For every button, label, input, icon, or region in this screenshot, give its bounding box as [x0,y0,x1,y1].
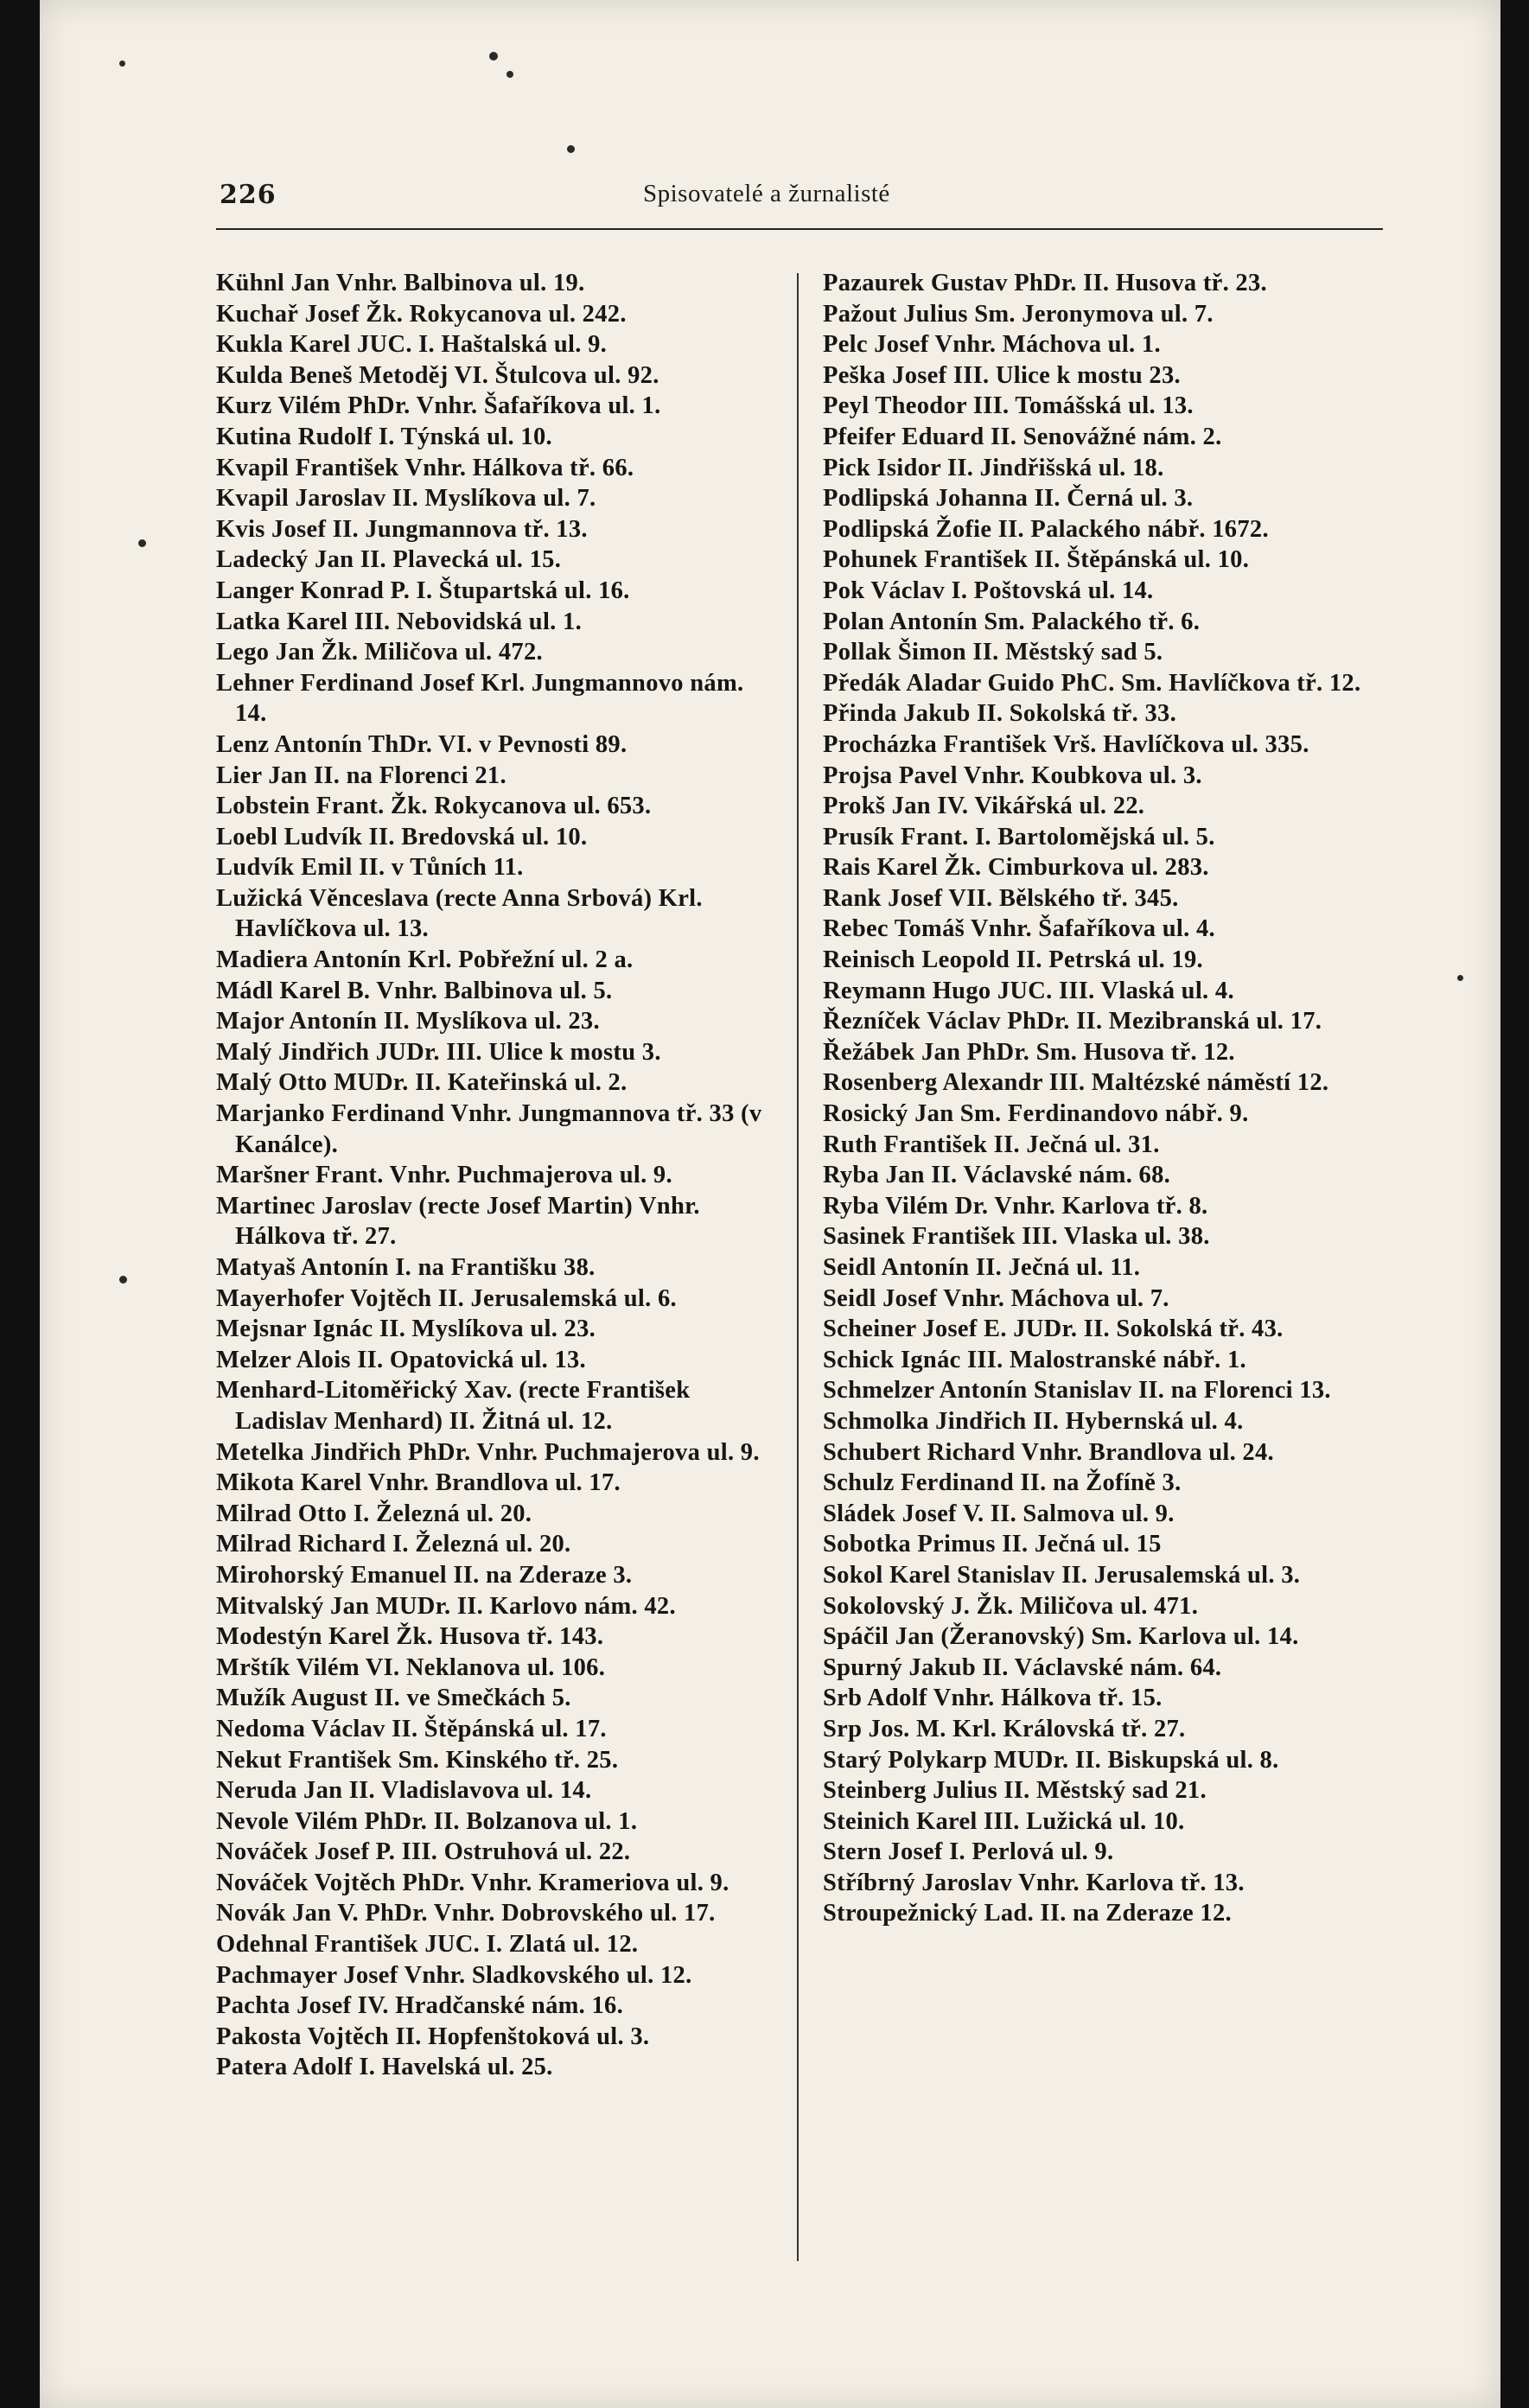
directory-entry: Steinberg Julius II. Městský sad 21. [823,1777,1207,1805]
directory-entry: Malý Jindřich JUDr. III. Ulice k mostu 3. [216,1038,661,1066]
directory-entry: Rosenberg Alexandr III. Maltézské náměstí 12. [823,1069,1329,1097]
directory-entry: Kvis Josef II. Jungmannova tř. 13. [216,515,588,543]
column-divider [797,273,799,2261]
directory-entry: Mádl Karel B. Vnhr. Balbinova ul. 5. [216,977,613,1004]
directory-entry: Sládek Josef V. II. Salmova ul. 9. [823,1500,1175,1527]
directory-entry: Ruth František II. Ječná ul. 31. [823,1131,1160,1158]
directory-entry: Pollak Šimon II. Městský sad 5. [823,639,1163,666]
ink-speck [567,145,575,153]
directory-entry: Mitvalský Jan MUDr. II. Karlovo nám. 42. [216,1592,676,1620]
directory-entry: Menhard-Litoměřický Xav. (recte František Ladislav Menhard) II. Žitná ul. 12. [216,1377,691,1435]
directory-entry: Lego Jan Žk. Miličova ul. 472. [216,639,543,666]
directory-entry: Předák Aladar Guido PhC. Sm. Havlíčkova tř. 12. [823,669,1361,697]
directory-entry: Kuchař Josef Žk. Rokycanova ul. 242. [216,300,627,328]
directory-entry: Rais Karel Žk. Cimburkova ul. 283. [823,854,1209,882]
directory-entry: Pazaurek Gustav PhDr. II. Husova tř. 23. [823,270,1267,296]
directory-entry: Nekut František Sm. Kinského tř. 25. [216,1746,619,1774]
directory-entry: Spáčil Jan (Žeranovský) Sm. Karlova ul. 14. [823,1623,1299,1651]
directory-entry: Kulda Beneš Metoděj VI. Štulcova ul. 92. [216,361,659,389]
directory-entry: Kutina Rudolf I. Týnská ul. 10. [216,423,552,450]
directory-entry: Pachta Josef IV. Hradčanské nám. 16. [216,1992,624,2020]
directory-entry: Metelka Jindřich PhDr. Vnhr. Puchmajerova ul. 9. [216,1438,760,1466]
directory-entry: Sobotka Primus II. Ječná ul. 15 [823,1531,1162,1558]
directory-entry: Lehner Ferdinand Josef Krl. Jungmannovo nám. 14. [216,669,744,728]
directory-entry: Schulz Ferdinand II. na Žofíně 3. [823,1469,1182,1497]
directory-entry: Lenz Antonín ThDr. VI. v Pevnosti 89. [216,730,628,758]
directory-entry: Mejsnar Ignác II. Myslíkova ul. 23. [216,1315,596,1343]
directory-entry: Pakosta Vojtěch II. Hopfenštoková ul. 3. [216,2023,650,2050]
ink-speck [489,52,498,61]
directory-entry: Patera Adolf I. Havelská ul. 25. [216,2054,553,2081]
ink-speck [119,61,125,67]
directory-entry: Stroupežnický Lad. II. na Zderaze 12. [823,1900,1232,1927]
directory-entry: Sasinek František III. Vlaska ul. 38. [823,1223,1210,1251]
directory-entry: Nováček Vojtěch PhDr. Vnhr. Krameriova ul. 9. [216,1869,729,1896]
directory-entry: Řežábek Jan PhDr. Sm. Husova tř. 12. [823,1038,1235,1066]
page-header [220,180,1386,221]
directory-entry: Major Antonín II. Myslíkova ul. 23. [216,1008,600,1035]
ink-speck [119,1276,127,1284]
directory-entry: Podlipská Johanna II. Černá ul. 3. [823,485,1194,513]
directory-entry: Neruda Jan II. Vladislavova ul. 14. [216,1777,592,1805]
directory-entry: Milrad Otto I. Železná ul. 20. [216,1500,532,1527]
directory-entry: Srp Jos. M. Krl. Královská tř. 27. [823,1715,1186,1742]
directory-entry: Loebl Ludvík II. Bredovská ul. 10. [216,823,588,850]
directory-entry: Ryba Jan II. Václavské nám. 68. [823,1162,1171,1189]
directory-entry: Reinisch Leopold II. Petrská ul. 19. [823,946,1203,974]
directory-entry: Mrštík Vilém VI. Neklanova ul. 106. [216,1653,606,1681]
directory-entry: Kurz Vilém PhDr. Vnhr. Šafaříkova ul. 1. [216,392,661,420]
directory-entry: Kühnl Jan Vnhr. Balbinova ul. 19. [216,270,585,296]
directory-entry: Marjanko Ferdinand Vnhr. Jungmannova tř. 33 (v Kanálce). [216,1100,762,1158]
directory-entry: Martinec Jaroslav (recte Josef Martin) Vnhr. Hálkova tř. 27. [216,1192,700,1251]
directory-entry: Sokolovský J. Žk. Miličova ul. 471. [823,1592,1199,1620]
directory-entry: Nevole Vilém PhDr. II. Bolzanova ul. 1. [216,1807,638,1835]
directory-entry: Pick Isidor II. Jindřišská ul. 18. [823,454,1164,481]
left-column [216,268,769,2083]
directory-entry: Kvapil Jaroslav II. Myslíkova ul. 7. [216,485,596,513]
ink-speck [138,539,146,547]
directory-entry: Mužík August II. ve Smečkách 5. [216,1685,571,1712]
directory-entry: Spurný Jakub II. Václavské nám. 64. [823,1653,1222,1681]
directory-entry: Schubert Richard Vnhr. Brandlova ul. 24. [823,1438,1274,1466]
directory-entry: Nedoma Václav II. Štěpánská ul. 17. [216,1715,607,1742]
directory-entry: Prusík Frant. I. Bartolomějská ul. 5. [823,823,1215,850]
directory-entry: Pažout Julius Sm. Jeronymova ul. 7. [823,300,1214,328]
directory-entry: Reymann Hugo JUC. III. Vlaská ul. 4. [823,977,1234,1004]
directory-entry: Projsa Pavel Vnhr. Koubkova ul. 3. [823,761,1202,789]
directory-entry: Přinda Jakub II. Sokolská tř. 33. [823,700,1177,728]
directory-entry: Lobstein Frant. Žk. Rokycanova ul. 653. [216,793,652,820]
directory-entry: Peška Josef III. Ulice k mostu 23. [823,361,1181,389]
directory-entry: Peyl Theodor III. Tomášská ul. 13. [823,392,1194,420]
directory-entry: Rosický Jan Sm. Ferdinandovo nábř. 9. [823,1100,1249,1128]
ink-speck [1457,975,1463,981]
directory-entry: Řezníček Václav PhDr. II. Mezibranská ul. 17. [823,1008,1322,1035]
directory-entry: Procházka František Vrš. Havlíčkova ul. 335. [823,730,1309,758]
directory-entry: Schmolka Jindřich II. Hybernská ul. 4. [823,1407,1244,1435]
directory-entry: Srb Adolf Vnhr. Hálkova tř. 15. [823,1685,1163,1712]
directory-entry: Matyaš Antonín I. na Františku 38. [216,1254,596,1281]
directory-entry: Schmelzer Antonín Stanislav II. na Florenci 13. [823,1377,1331,1405]
directory-entry: Stříbrný Jaroslav Vnhr. Karlova tř. 13. [823,1869,1245,1896]
directory-entry: Seidl Josef Vnhr. Máchova ul. 7. [823,1284,1169,1312]
running-title: Spisovatelé a žurnalisté [643,180,890,207]
directory-entry: Lier Jan II. na Florenci 21. [216,761,506,789]
directory-entry: Ryba Vilém Dr. Vnhr. Karlova tř. 8. [823,1192,1208,1220]
directory-entry: Madiera Antonín Krl. Pobřežní ul. 2 a. [216,946,634,974]
directory-entry: Mirohorský Emanuel II. na Zderaze 3. [216,1561,633,1589]
directory-entry: Pok Václav I. Poštovská ul. 14. [823,577,1154,604]
directory-entry: Odehnal František JUC. I. Zlatá ul. 12. [216,1931,639,1959]
directory-entry: Scheiner Josef E. JUDr. II. Sokolská tř. 43. [823,1315,1284,1343]
directory-entry: Steinich Karel III. Lužická ul. 10. [823,1807,1185,1835]
directory-entry: Stern Josef I. Perlová ul. 9. [823,1838,1114,1866]
directory-entry: Ludvík Emil II. v Tůních 11. [216,854,524,882]
right-column [823,268,1376,1929]
directory-entry: Pohunek František II. Štěpánská ul. 10. [823,546,1250,574]
directory-entry: Sokol Karel Stanislav II. Jerusalemská ul. 3. [823,1561,1301,1589]
directory-entry: Langer Konrad P. I. Štupartská ul. 16. [216,577,630,604]
directory-entry: Melzer Alois II. Opatovická ul. 13. [216,1346,586,1373]
directory-entry: Maršner Frant. Vnhr. Puchmajerova ul. 9. [216,1162,672,1189]
directory-entry: Mikota Karel Vnhr. Brandlova ul. 17. [216,1469,621,1497]
directory-entry: Starý Polykarp MUDr. II. Biskupská ul. 8. [823,1746,1279,1774]
directory-entry: Podlipská Žofie II. Palackého nábř. 1672. [823,515,1269,543]
header-rule [216,228,1383,230]
directory-entry: Milrad Richard I. Železná ul. 20. [216,1531,571,1558]
directory-entry: Pfeifer Eduard II. Senovážné nám. 2. [823,423,1222,450]
directory-entry: Schick Ignác III. Malostranské nábř. 1. [823,1346,1246,1373]
directory-entry: Nováček Josef P. III. Ostruhová ul. 22. [216,1838,631,1866]
directory-entry: Kukla Karel JUC. I. Haštalská ul. 9. [216,331,608,359]
directory-entry: Polan Antonín Sm. Palackého tř. 6. [823,608,1201,635]
directory-entry: Malý Otto MUDr. II. Kateřinská ul. 2. [216,1069,628,1097]
page-number: 226 [220,180,277,210]
directory-entry: Ladecký Jan II. Plavecká ul. 15. [216,546,562,574]
directory-entry: Pelc Josef Vnhr. Máchova ul. 1. [823,331,1161,359]
directory-entry: Novák Jan V. PhDr. Vnhr. Dobrovského ul. 17. [216,1900,716,1927]
directory-entry: Kvapil František Vnhr. Hálkova tř. 66. [216,454,634,481]
directory-entry: Latka Karel III. Nebovidská ul. 1. [216,608,583,635]
directory-entry: Pachmayer Josef Vnhr. Sladkovského ul. 12. [216,1961,692,1989]
directory-entry: Rank Josef VII. Bělského tř. 345. [823,884,1179,912]
directory-entry: Mayerhofer Vojtěch II. Jerusalemská ul. 6. [216,1284,677,1312]
directory-entry: Prokš Jan IV. Vikářská ul. 22. [823,793,1145,820]
directory-entry: Lužická Věnceslava (recte Anna Srbová) Krl. Havlíčkova ul. 13. [216,884,703,943]
directory-entry: Modestýn Karel Žk. Husova tř. 143. [216,1623,604,1651]
ink-speck [506,71,513,78]
directory-entry: Rebec Tomáš Vnhr. Šafaříkova ul. 4. [823,915,1215,943]
directory-entry: Seidl Antonín II. Ječná ul. 11. [823,1254,1141,1281]
